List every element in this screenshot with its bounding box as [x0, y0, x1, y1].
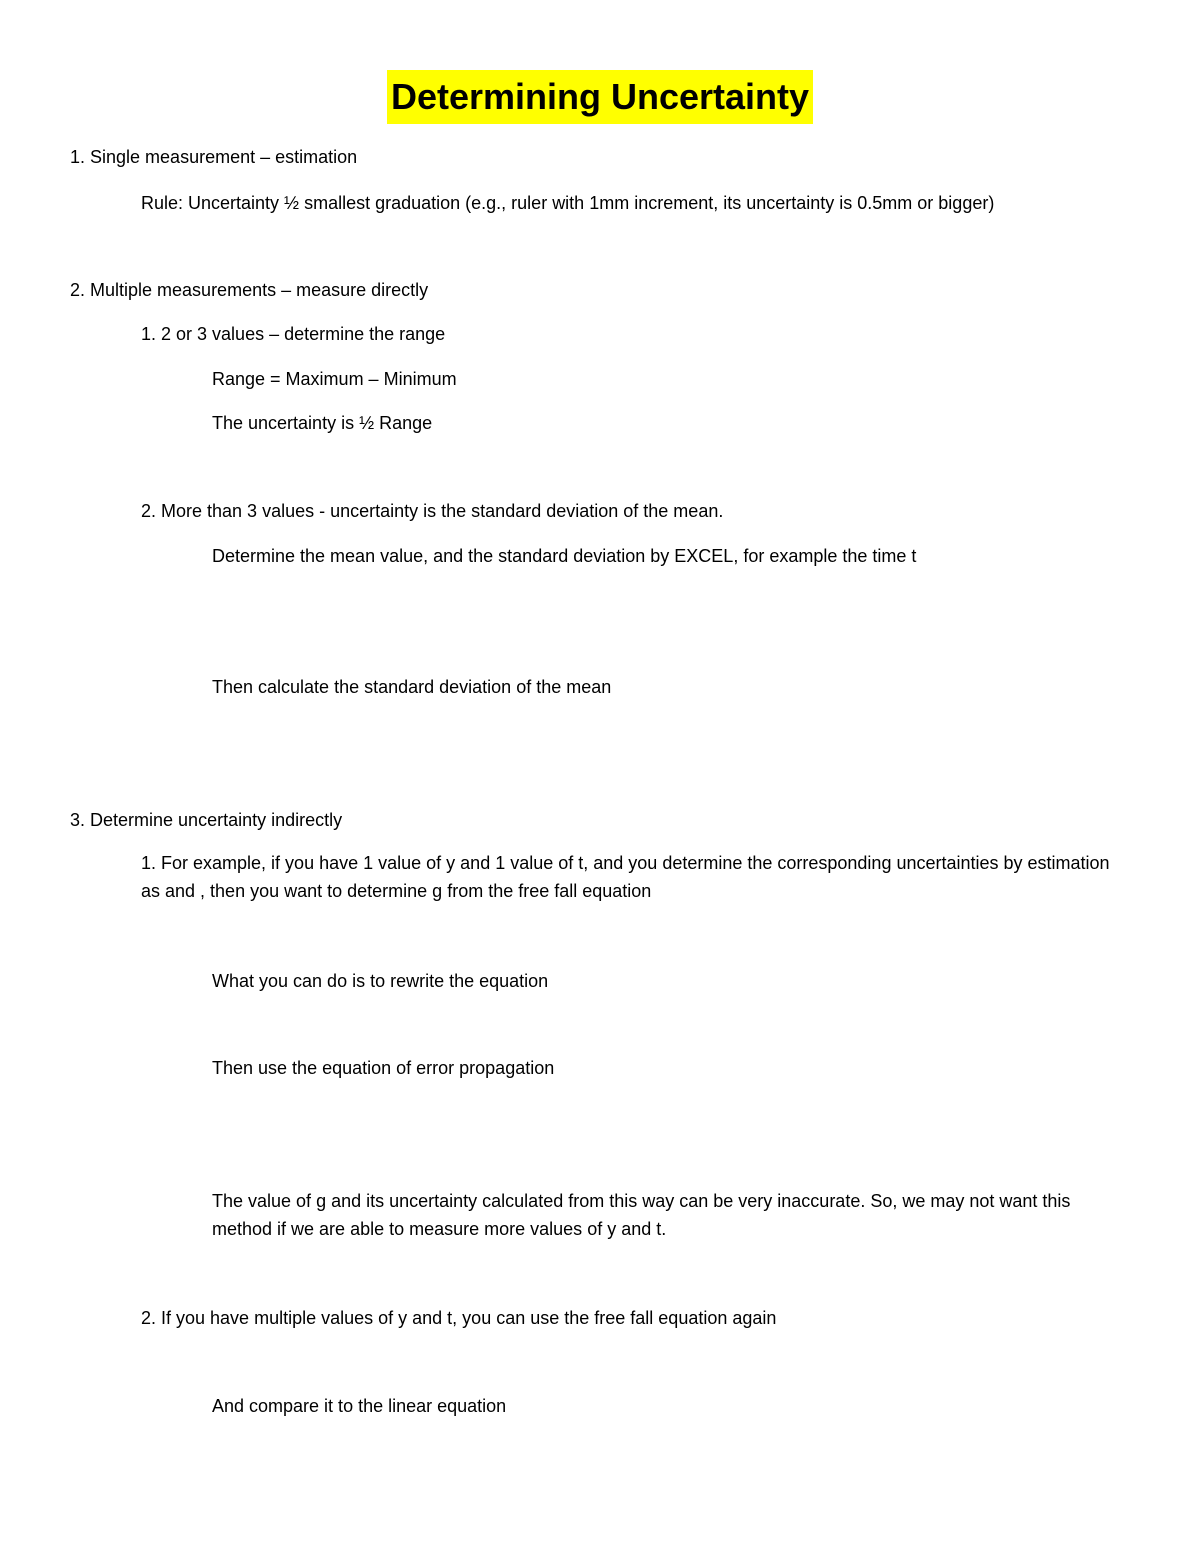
inaccuracy-note: The value of g and its uncertainty calculated from this way can be very inaccurate. So, we may not want this method if we are able to measure more values of y and t. [212, 1191, 1071, 1239]
rewrite-equation-text: What you can do is to rewrite the equation [212, 971, 549, 991]
range-uncertainty: The uncertainty is ½ Range [212, 413, 433, 433]
section-1-rule: Rule: Uncertainty ½ smallest graduation (e.g., ruler with 1mm increment, its uncertainty is 0.5mm or bigger) [141, 193, 995, 213]
section-2-heading: 2. Multiple measurements – measure directly [70, 280, 429, 300]
page-title: Determining Uncertainty [387, 70, 813, 124]
section-2-item-1: 1. 2 or 3 values – determine the range [141, 324, 446, 344]
section-3-item-1: 1. For example, if you have 1 value of y and 1 value of t, and you determine the corresponding uncertainties by estimation as and , then you want to determine g from the free fall equation [141, 853, 1110, 901]
linear-equation-text: And compare it to the linear equation [212, 1396, 507, 1416]
section-1-heading: 1. Single measurement – estimation [70, 147, 358, 167]
error-propagation-text: Then use the equation of error propagation [212, 1058, 555, 1078]
section-3-item-2: 2. If you have multiple values of y and t, you can use the free fall equation again [141, 1308, 777, 1328]
title-container [0, 70, 1200, 124]
mean-instruction: Determine the mean value, and the standard deviation by EXCEL, for example the time t [212, 546, 917, 566]
section-2-item-2: 2. More than 3 values - uncertainty is the standard deviation of the mean. [141, 501, 724, 521]
range-formula: Range = Maximum – Minimum [212, 369, 457, 389]
section-3-heading: 3. Determine uncertainty indirectly [70, 810, 343, 830]
std-dev-mean-instruction: Then calculate the standard deviation of the mean [212, 677, 612, 697]
